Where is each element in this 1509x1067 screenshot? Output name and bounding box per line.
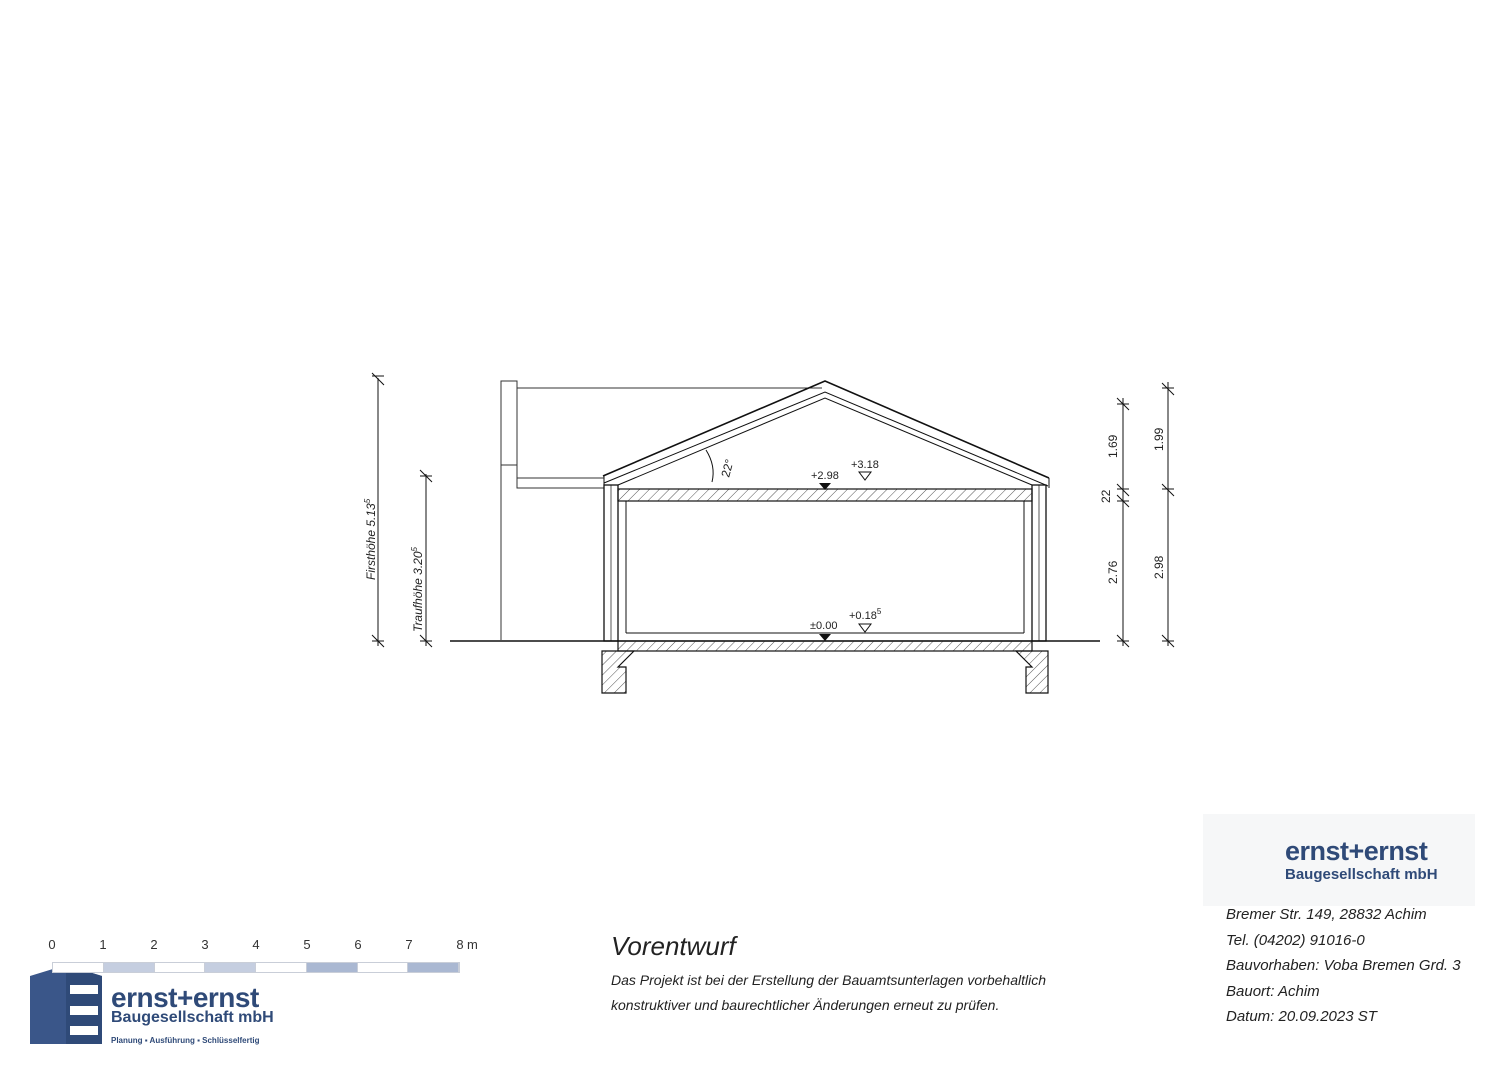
logo-brand-text: ernst+ernst <box>1285 836 1428 866</box>
level-upper-finished: +3.18 <box>851 459 879 471</box>
level-ground-finished-triangle <box>859 624 871 632</box>
logo-brand-text: ernst+ernst <box>111 982 259 1013</box>
scale-bar-segment <box>155 963 206 972</box>
scale-number: 4 <box>252 937 260 952</box>
scale-number: 1 <box>99 937 107 952</box>
logo-subtitle: Baugesellschaft mbH <box>111 1009 274 1026</box>
level-ground-raw: ±0.00 <box>810 620 838 632</box>
scale-bar-segment <box>104 963 155 972</box>
dim-inner-1: 1.69 <box>1106 434 1120 458</box>
dim-inner-3: 2.76 <box>1106 560 1120 584</box>
logo-tagline: Planung ▪ Ausführung ▪ Schlüsselfertig <box>111 1036 260 1045</box>
level-ground-finished: $+0.18^5$ <box>849 607 882 622</box>
note-line-1: Das Projekt ist bei der Erstellung der Bauamtsunterlagen vorbehaltlich <box>611 972 1047 988</box>
info-date: Datum: 20.09.2023 ST <box>1226 1008 1377 1025</box>
dim-outer-1: 1.99 <box>1152 427 1166 451</box>
info-project: Bauvorhaben: Voba Bremen Grd. 3 <box>1226 957 1461 974</box>
scale-number: 3 <box>201 937 209 952</box>
level-upper-finished-triangle <box>859 472 871 480</box>
note-title: Vorentwurf <box>611 931 736 961</box>
firsthoehe-label: Firsthöhe 5.13$^5$ <box>363 498 378 580</box>
traufhoehe-label: Traufhöhe 3.20$^5$ <box>410 547 425 632</box>
logo-house-icon-small <box>30 965 102 1044</box>
scale-bar <box>52 962 460 973</box>
dimension-chain-outer <box>1162 382 1174 647</box>
scale-bar-segment <box>307 963 358 972</box>
scale-number: 5 <box>303 937 311 952</box>
dim-outer-2: 2.98 <box>1152 555 1166 579</box>
info-address: Bremer Str. 149, 28832 Achim <box>1226 906 1427 923</box>
note-line-2: konstruktiver und baurechtlicher Änderungen erneut zu prüfen. <box>611 997 1000 1013</box>
roof-pitch-indicator <box>706 450 737 482</box>
info-site: Bauort: Achim <box>1226 983 1320 1000</box>
logo-subtitle: Baugesellschaft mbH <box>1285 866 1438 883</box>
scale-bar-segment <box>358 963 409 972</box>
roof-pitch-label: 22° <box>718 457 737 479</box>
level-upper-raw: +2.98 <box>811 470 839 482</box>
level-markers <box>810 459 882 641</box>
scale-bar-segment <box>53 963 104 972</box>
scale-number: 7 <box>405 937 413 952</box>
scale-number: 8 <box>456 937 464 952</box>
exterior-walls <box>604 485 1046 641</box>
scale-bar-segment <box>256 963 307 972</box>
ceiling-slab <box>618 489 1032 501</box>
scale-bar-segment <box>205 963 256 972</box>
scale-number: 6 <box>354 937 362 952</box>
scale-number: 2 <box>150 937 158 952</box>
dim-inner-2: 22 <box>1099 489 1113 503</box>
scale-bar-segment <box>408 963 459 972</box>
info-phone: Tel. (04202) 91016-0 <box>1226 932 1365 949</box>
level-ground-raw-triangle <box>819 634 831 641</box>
scale-unit: m <box>467 937 478 952</box>
floor-slab-and-foundation <box>602 633 1048 693</box>
scale-number: 0 <box>48 937 56 952</box>
